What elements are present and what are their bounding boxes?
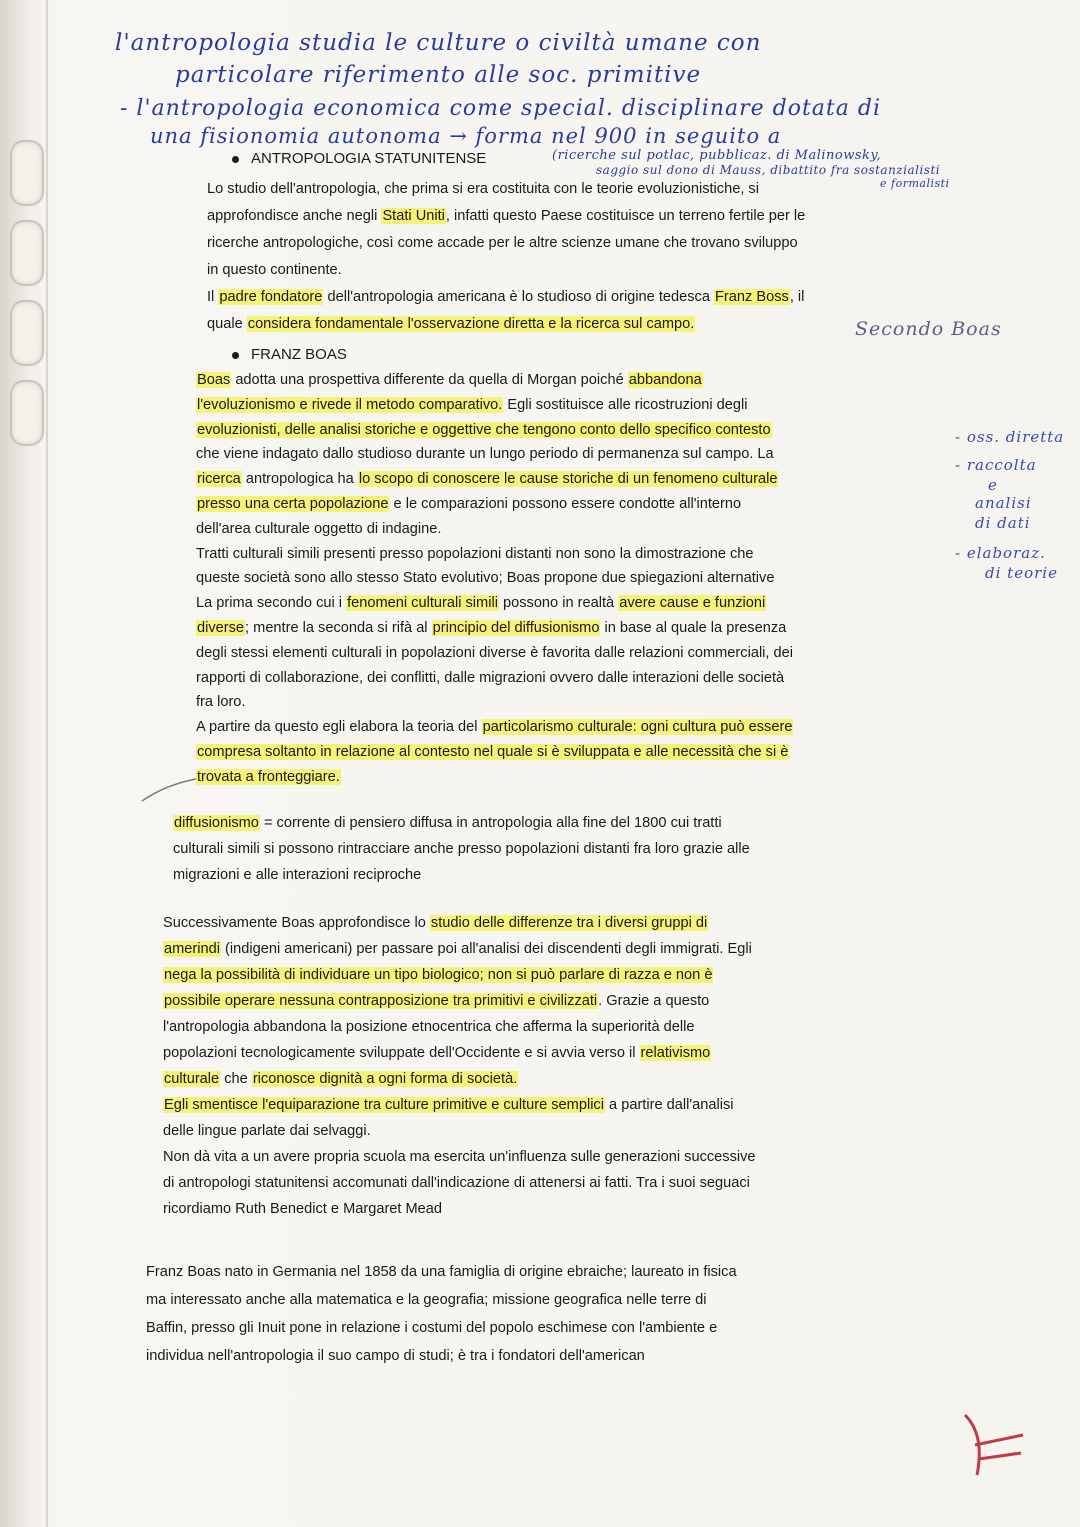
text-line: trovata a fronteggiare. bbox=[197, 768, 340, 785]
text-line: amerindi (indigeni americani) per passare poi all'analisi dei discendenti degli immigrati. Egli bbox=[164, 941, 752, 957]
bullet bbox=[232, 352, 239, 359]
section2-body bbox=[196, 368, 936, 790]
text-line: delle lingue parlate dai selvaggi. bbox=[163, 1123, 371, 1139]
text-line: Boas adotta una prospettiva differente da quella di Morgan poiché abbandona bbox=[197, 372, 702, 388]
text-line: ricordiamo Ruth Benedict e Margaret Mead bbox=[163, 1201, 443, 1217]
margin-note: Secondo Boas bbox=[855, 318, 1002, 340]
bullet bbox=[232, 156, 239, 163]
text-line: nega la possibilità di individuare un tipo biologico; non si può parlare di razza e non è bbox=[164, 967, 713, 983]
section-heading: FRANZ BOAS bbox=[232, 346, 347, 363]
side-note: e bbox=[988, 476, 998, 494]
text-line: ma interessato anche alla matematica e la geografia; missione geografica nelle terre di bbox=[146, 1292, 707, 1308]
text-line: Non dà vita a un avere propria scuola ma esercita un'influenza sulle generazioni successive bbox=[163, 1149, 756, 1165]
text-line: Lo studio dell'antropologia, che prima si era costituita con le teorie evoluzionistiche, si bbox=[207, 181, 759, 197]
handwritten-line: - l'antropologia economica come special. disciplinare dotata di bbox=[120, 96, 881, 121]
text-line: ricerche antropologiche, così come accade per le altre scienze umane che trovano sviluppo bbox=[207, 235, 798, 251]
sleeve-edge bbox=[46, 0, 48, 1527]
binder-hole bbox=[10, 380, 44, 446]
side-note: di dati bbox=[975, 514, 1031, 532]
side-note: analisi bbox=[975, 494, 1032, 512]
binder-hole bbox=[10, 220, 44, 286]
text-line: evoluzionisti, delle analisi storiche e oggettive che tengono conto dello specifico contesto bbox=[197, 421, 771, 438]
binder-hole bbox=[10, 300, 44, 366]
text-line: approfondisce anche negli Stati Uniti, infatti questo Paese costituisce un terreno fertile per le bbox=[207, 208, 806, 224]
side-note: di teorie bbox=[985, 564, 1058, 582]
definition-body bbox=[173, 810, 913, 888]
binder-hole bbox=[10, 140, 44, 206]
text-line: rapporti di collaborazione, dei conflitti, dalle migrazioni ovvero dalle interazioni delle società bbox=[196, 669, 785, 686]
text-line: che viene indagato dallo studioso durante un lungo periodo di permanenza sul campo. La bbox=[196, 446, 774, 463]
text-line: individua nell'antropologia il suo campo di studi; è tra i fondatori dell'american bbox=[146, 1348, 645, 1364]
text-line: possibile operare nessuna contrapposizione tra primitivi e civilizzati. Grazie a questo bbox=[164, 993, 710, 1009]
handwritten-line: una fisionomia autonoma → forma nel 900 in seguito a bbox=[150, 124, 782, 148]
text-line: Il padre fondatore dell'antropologia americana è lo studioso di origine tedesca Franz Boss, il bbox=[207, 289, 805, 305]
text-line: ricerca antropologica ha lo scopo di conoscere le cause storiche di un fenomeno culturale bbox=[197, 471, 778, 488]
text-line: Tratti culturali simili presenti presso popolazioni distanti non sono la dimostrazione che bbox=[196, 545, 754, 562]
text-line: Baffin, presso gli Inuit pone in relazione i costumi del popolo eschimese con l'ambiente e bbox=[146, 1320, 718, 1336]
side-note: - elaboraz. bbox=[955, 544, 1046, 562]
handwritten-note: saggio sul dono di Mauss, dibattito fra sostanzialisti bbox=[596, 163, 941, 177]
text-line: migrazioni e alle interazioni reciproche bbox=[173, 867, 422, 883]
text-line: in questo continente. bbox=[207, 262, 342, 278]
text-line: di antropologi statunitensi accomunati dall'indicazione di attenersi ai fatti. Tra i suoi seguaci bbox=[163, 1175, 750, 1191]
handwritten-line: particolare riferimento alle soc. primitive bbox=[175, 62, 702, 88]
text-line: diffusionismo = corrente di pensiero diffusa in antropologia alla fine del 1800 cui tratti bbox=[174, 815, 722, 831]
text-line: presso una certa popolazione e le comparazioni possono essere condotte all'interno bbox=[197, 495, 742, 512]
text-line: popolazioni tecnologicamente sviluppate dell'Occidente e si avvia verso il relativismo bbox=[163, 1045, 711, 1061]
text-line: fra loro. bbox=[196, 694, 246, 711]
text-line: A partire da questo egli elabora la teoria del particolarismo culturale: ogni cultura può essere bbox=[196, 719, 793, 736]
section3-body bbox=[163, 910, 923, 1222]
text-line: l'antropologia abbandona la posizione etnocentrica che afferma la superiorità delle bbox=[163, 1019, 695, 1035]
section-heading: ANTROPOLOGIA STATUNITENSE bbox=[232, 150, 486, 167]
text-line: La prima secondo cui i fenomeni culturali simili possono in realtà avere cause e funzioni bbox=[196, 595, 766, 612]
text-line: diverse; mentre la seconda si rifà al principio del diffusionismo in base al quale la presenza bbox=[197, 619, 787, 636]
text-line: Franz Boas nato in Germania nel 1858 da una famiglia di origine ebraiche; laureato in fisica bbox=[146, 1264, 737, 1280]
text-line: quale considera fondamentale l'osservazione diretta e la ricerca sul campo. bbox=[207, 316, 695, 332]
text-line: Successivamente Boas approfondisce lo studio delle differenze tra i diversi gruppi di bbox=[163, 915, 708, 931]
text-line: culturali simili si possono rintracciare anche presso popolazioni distanti fra loro grazie alle bbox=[173, 841, 750, 857]
text-line: Egli smentisce l'equiparazione tra culture primitive e culture semplici a partire dall'analisi bbox=[164, 1097, 734, 1113]
text-line: l'evoluzionismo e rivede il metodo comparativo. Egli sostituisce alle ricostruzioni degli bbox=[197, 396, 748, 413]
section1-body bbox=[207, 176, 947, 338]
section4-body bbox=[146, 1258, 926, 1370]
side-note: - oss. diretta bbox=[955, 428, 1065, 446]
pencil-stroke bbox=[140, 775, 200, 805]
handwritten-note: e formalisti bbox=[880, 177, 950, 190]
text-line: compresa soltanto in relazione al contesto nel quale si è sviluppata e alle necessità che si è bbox=[197, 743, 789, 760]
handwritten-note: (ricerche sul potlac, pubblicaz. di Malinowsky, bbox=[552, 148, 882, 163]
side-note: - raccolta bbox=[955, 456, 1037, 474]
text-line: dell'area culturale oggetto di indagine. bbox=[196, 520, 442, 537]
text-line: culturale che riconosce dignità a ogni forma di società. bbox=[164, 1071, 518, 1087]
handwritten-line: l'antropologia studia le culture o civiltà umane con bbox=[115, 30, 762, 56]
text-line: degli stessi elementi culturali in popolazioni diverse è favorita dalle relazioni commerciali, dei bbox=[196, 644, 794, 661]
corner-mark-icon bbox=[955, 1405, 1035, 1485]
text-line: queste società sono allo stesso Stato evolutivo; Boas propone due spiegazioni alternative bbox=[196, 570, 775, 587]
